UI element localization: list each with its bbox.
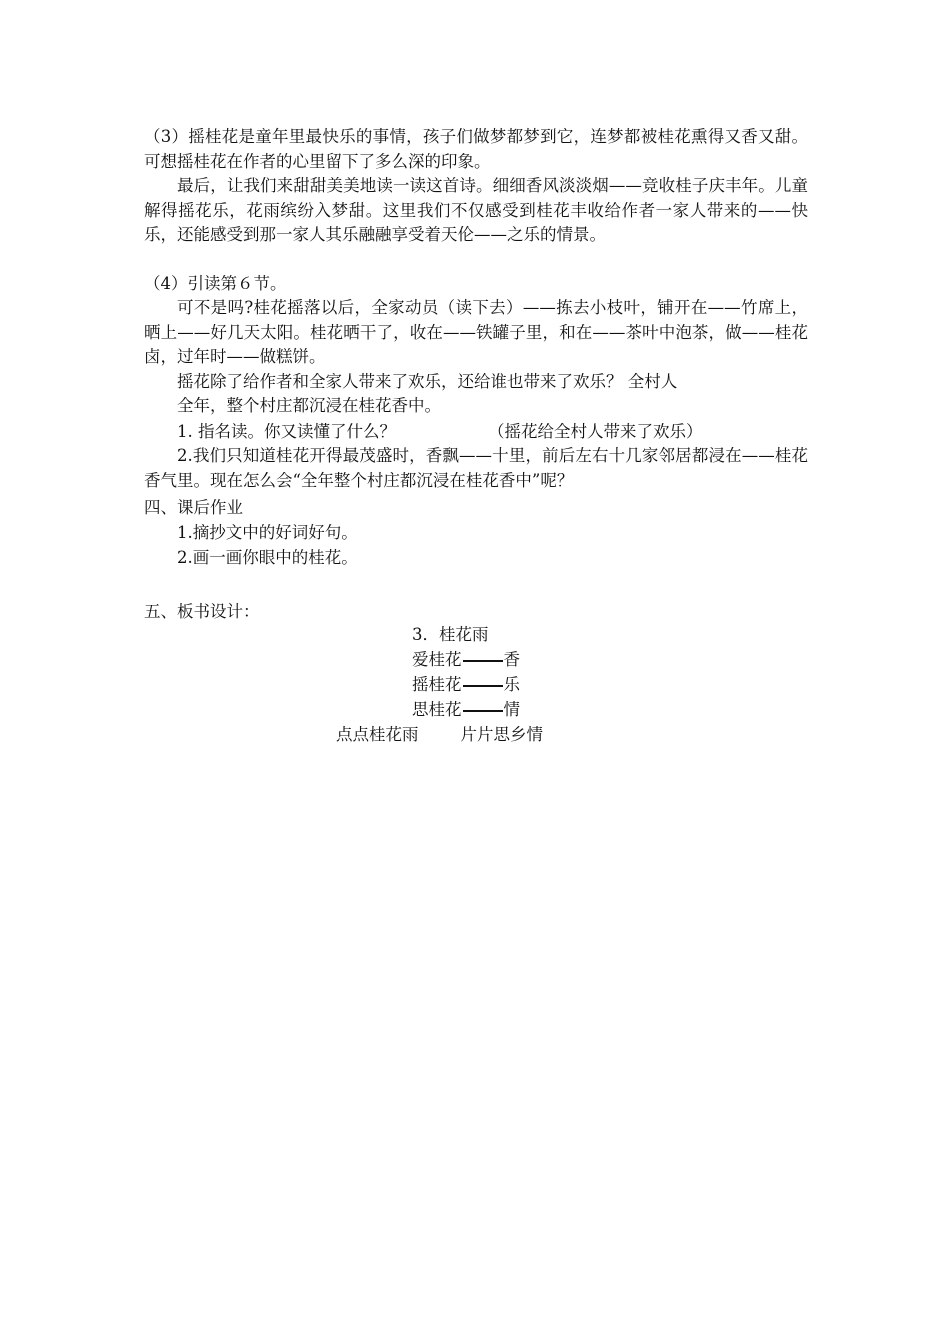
homework-heading: 四、课后作业	[144, 498, 243, 517]
board-footer-left: 点点桂花雨	[336, 725, 419, 744]
board-design-heading: 五、板书设计：	[144, 602, 260, 621]
section4-item-2: 2.我们只知道桂花开得最茂盛时，香飘——十里，前后左右十几家邻居都浸在——桂花香气里。现在怎么会“全年整个村庄都沉浸在桂花香中”呢？	[144, 446, 808, 490]
board-row-2-dash	[463, 685, 503, 687]
board-title: 3．桂花雨	[412, 625, 489, 644]
board-row-1-dash	[463, 660, 503, 662]
section4-question-line-2: 全年，整个村庄都沉浸在桂花香中。	[177, 396, 441, 415]
board-row-3	[412, 698, 520, 722]
section4-item-1-answer: （摇花给全村人带来了欢乐）	[488, 422, 703, 441]
section3-paragraph-2: 最后，让我们来甜甜美美地读一读这首诗。细细香风淡淡烟——竞收桂子庆丰年。儿童解得摇花乐，花雨缤纷入梦甜。这里我们不仅感受到桂花丰收给作者一家人带来的——快乐，还能感受到那一家人其乐融融享受着天伦——之乐的情景。	[144, 176, 808, 244]
board-row-2	[412, 673, 520, 697]
section3-paragraph-1: （3）摇桂花是童年里最快乐的事情，孩子们做梦都梦到它，连梦都被桂花熏得又香又甜。可想摇桂花在作者的心里留下了多么深的印象。	[144, 127, 808, 171]
board-footer	[336, 723, 543, 747]
board-row-3-left: 思桂花	[412, 700, 462, 719]
board-row-1-left: 爱桂花	[412, 650, 462, 669]
section4-paragraph-1: 可不是吗?桂花摇落以后，全家动员（读下去）——拣去小枝叶，铺开在——竹席上，晒上——好几天太阳。桂花晒干了，收在——铁罐子里，和在——茶叶中泡茶，做——桂花卤，过年时——做糕饼。	[144, 298, 808, 366]
board-row-1-right: 香	[503, 650, 520, 669]
board-row-2-right: 乐	[503, 675, 520, 694]
section4-heading: （4）引读第６节。	[144, 274, 287, 293]
board-row-3-dash	[463, 710, 503, 712]
homework-item-2: 2.画一画你眼中的桂花。	[177, 548, 358, 567]
section4-question-line-1: 摇花除了给作者和全家人带来了欢乐，还给谁也带来了欢乐？ 全村人	[177, 372, 678, 391]
board-row-2-left: 摇桂花	[412, 675, 462, 694]
board-footer-right: 片片思乡情	[460, 725, 543, 744]
board-row-1	[412, 648, 520, 672]
board-row-3-right: 情	[503, 700, 520, 719]
homework-item-1: 1.摘抄文中的好词好句。	[177, 523, 358, 542]
section4-item-1: 1. 指名读。你又读懂了什么？	[177, 422, 396, 441]
